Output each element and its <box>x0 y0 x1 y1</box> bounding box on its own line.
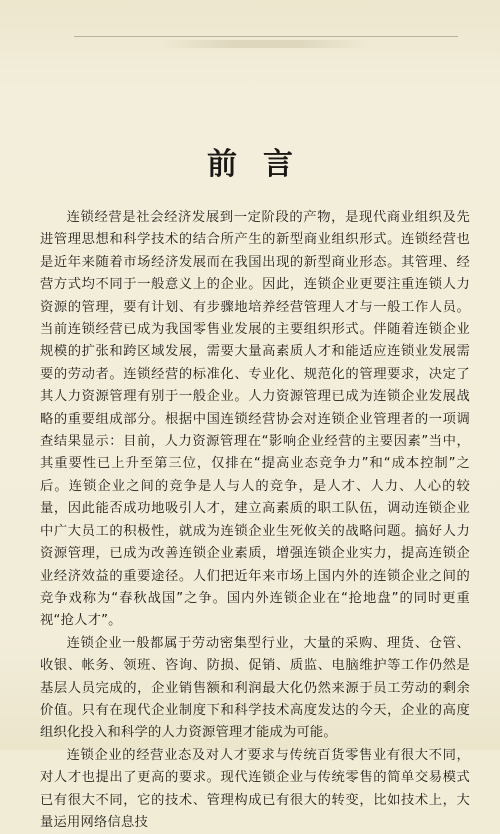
paragraph: 连锁经营是社会经济发展到一定阶段的产物，是现代商业组织及先进管理思想和科学技术的结合所产生的新型商业组织形式。连锁经营也是近年来随着市场经济发展而在我国出现的新型商业形态。其管理、经营方式均不同于一般意义上的企业。因此，连锁企业更要注重连锁人力资源的管理，要有计划、有步骤地培养经营管理人才与一般工作人员。当前连锁经营已成为我国零售业发展的主要组织形式。伴随着连锁企业规模的扩张和跨区域发展，需要大量高素质人才和能适应连锁业发展需要的劳动者。连锁经营的标准化、专业化、规范化的管理要求，决定了其人力资源管理有别于一般企业。人力资源管理已成为连锁企业发展战略的重要组成部分。根据中国连锁经营协会对连锁企业管理者的一项调查结果显示：目前，人力资源管理在“影响企业经营的主要因素”当中，其重要性已上升至第三位，仅排在“提高业态竞争力”和“成本控制”之后。连锁企业之间的竞争是人与人的竞争，是人才、人力、人心的较量，因此能否成功地吸引人才，建立高素质的职工队伍，调动连锁企业中广大员工的积极性，就成为连锁企业生死攸关的战略问题。搞好人力资源管理，已成为改善连锁企业素质，增强连锁企业实力，提高连锁企业经济效益的重要途径。人们把近年来市场上国内外的连锁企业之间的竞争戏称为“春秋战国”之争。国内外连锁企业在“抢地盘”的同时更重视“抢人才”。 <box>40 210 470 629</box>
running-header-faded <box>160 40 370 48</box>
chapter-title: 前言 <box>207 147 319 182</box>
body-text <box>40 207 470 834</box>
paragraph: 连锁企业的经营业态及对人才要求与传统百货零售业有很大不同，对人才也提出了更高的要求。现代连锁企业与传统零售的简单交易模式已有很大不同，它的技术、管理构成已有很大的转变，比如技术上，大量运用网络信息技 <box>40 747 470 830</box>
running-header-rule <box>74 36 458 37</box>
paragraph: 连锁企业一般都属于劳动密集型行业，大量的采购、理货、仓管、收银、帐务、领班、咨询、防损、促销、质监、电脑维护等工作仍然是基层人员完成的，企业销售额和利润最大化仍然来源于员工劳动的剩余价值。只有在现代企业制度下和科学技术高度发达的今天，企业的高度组织化投入和科学的人力资源管理才能成为可能。 <box>40 635 470 741</box>
